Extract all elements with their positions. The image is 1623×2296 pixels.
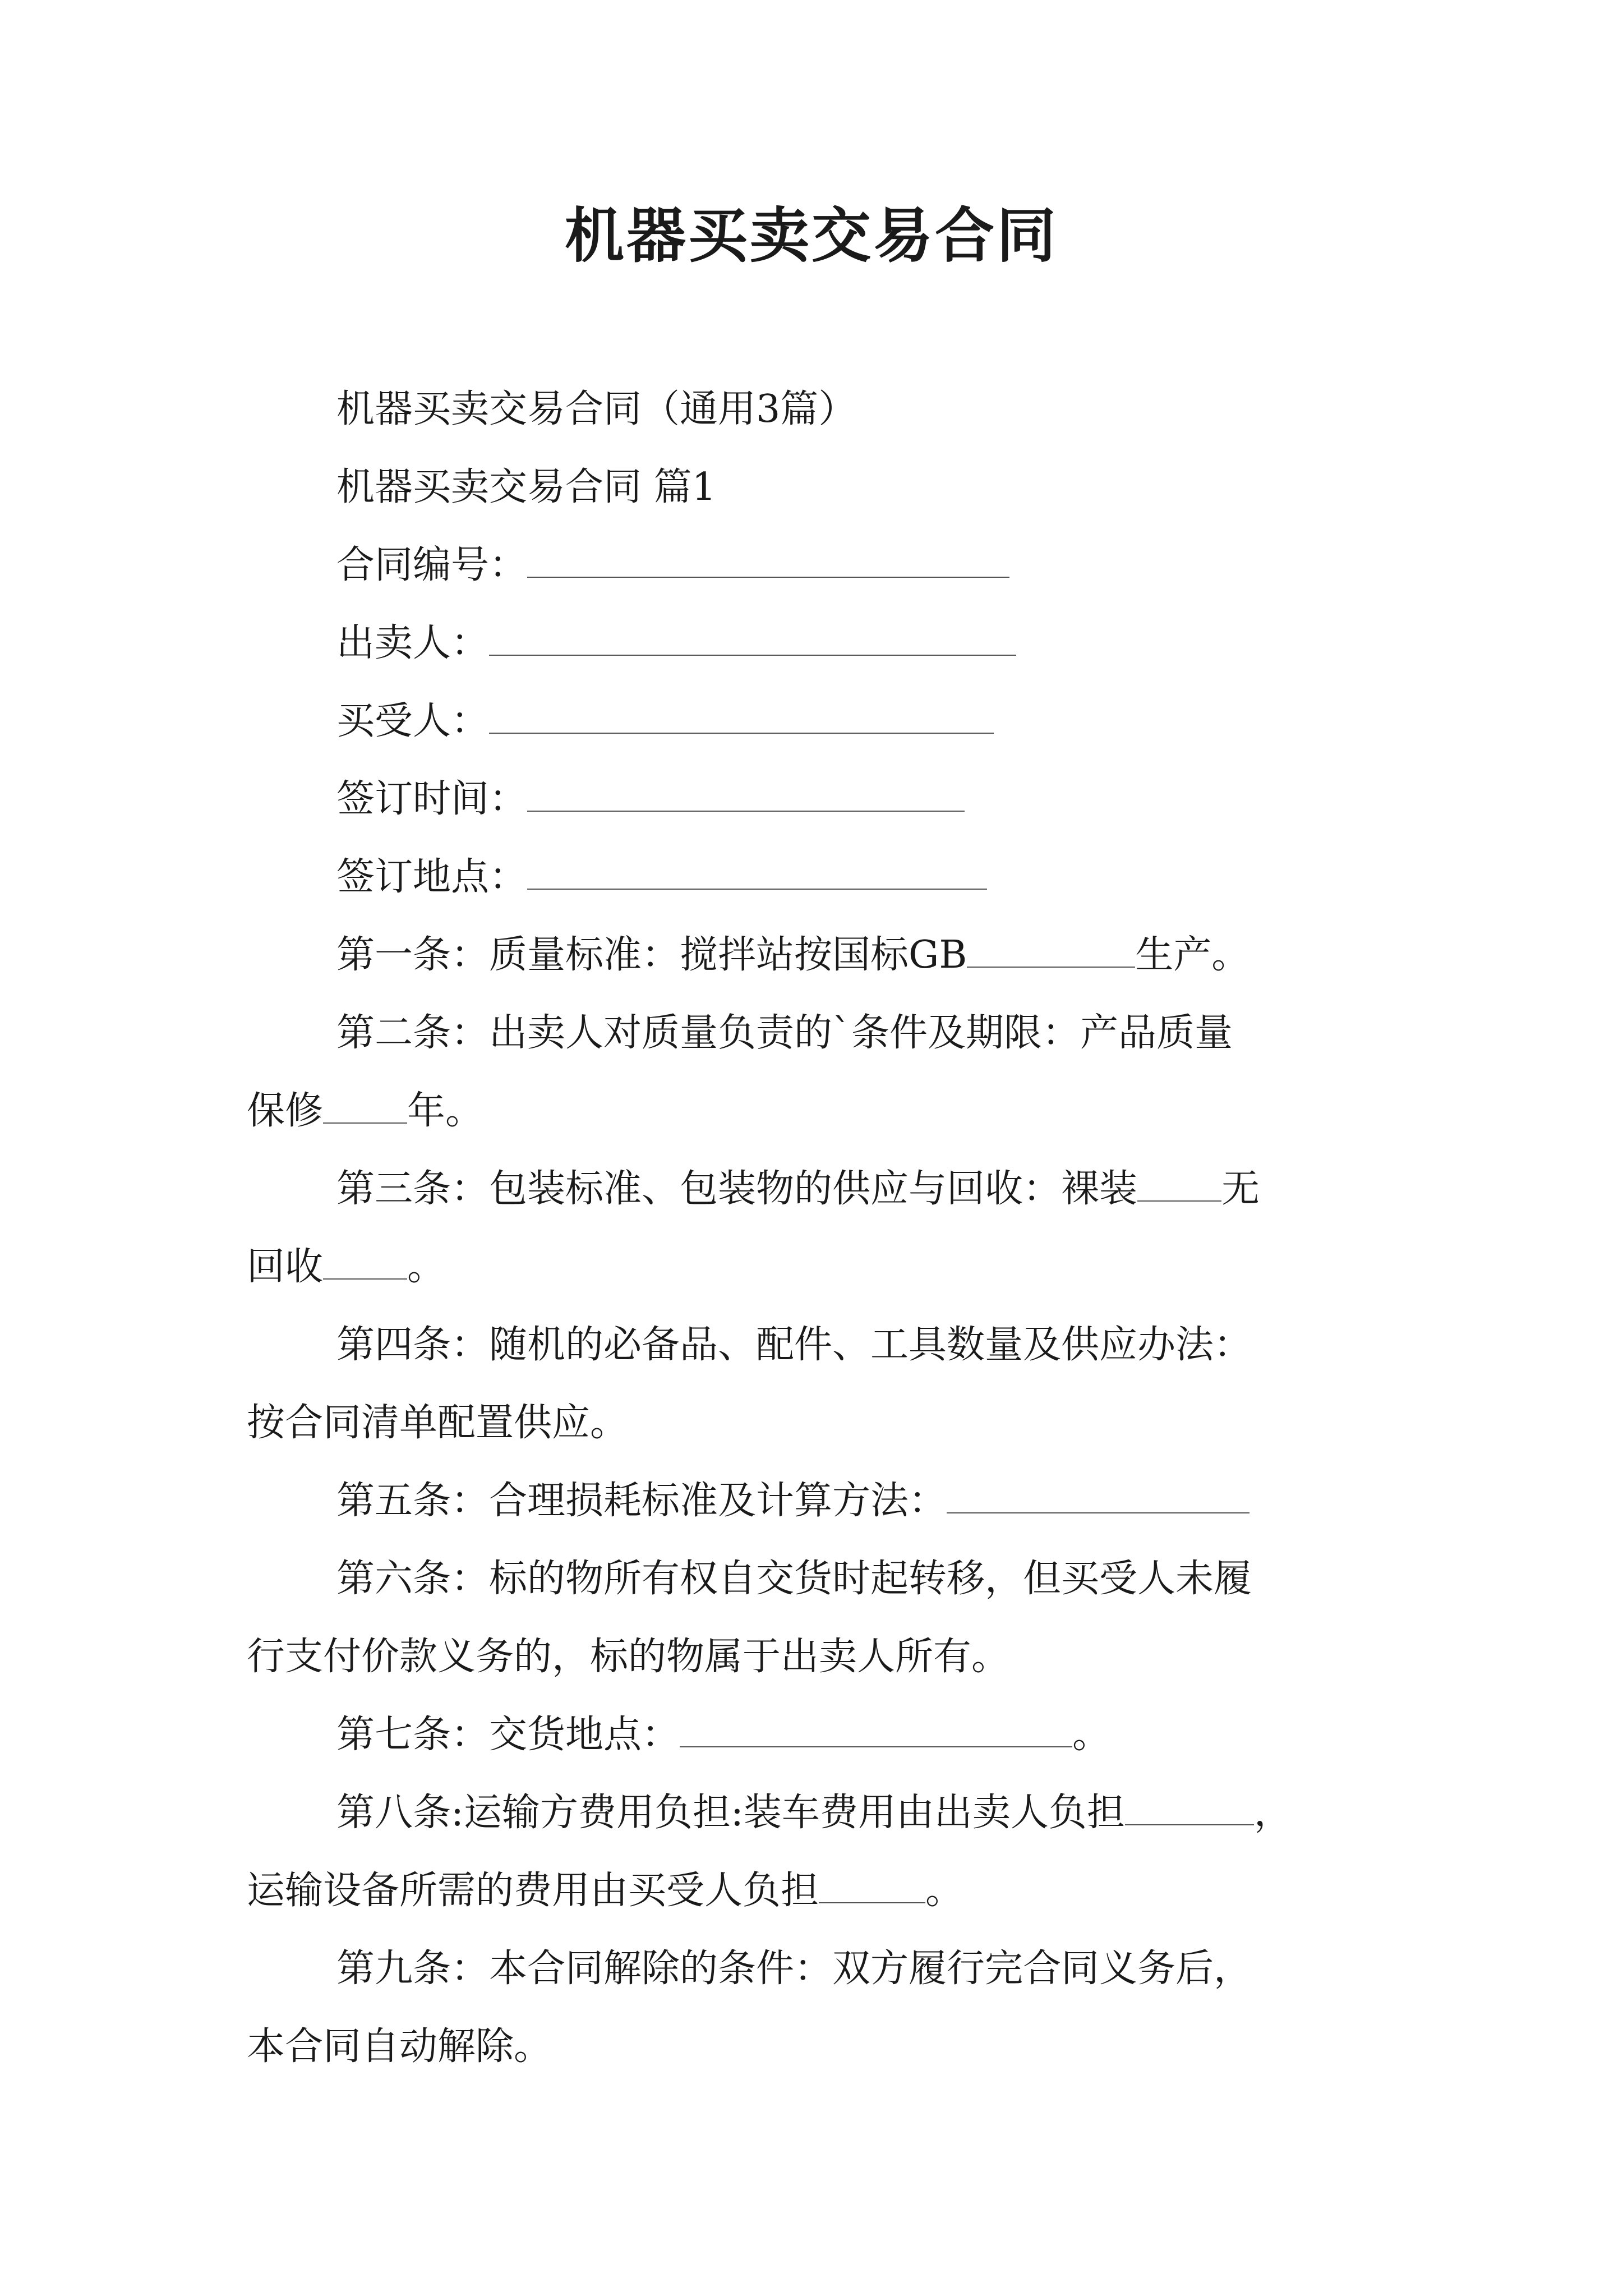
contract-number-label: 合同编号： bbox=[336, 543, 528, 587]
article-3-blank-1 bbox=[1137, 1167, 1221, 1202]
article-6-line-1: 第六条：标的物所有权自交货时起转移，但买受人未履 bbox=[336, 1557, 1252, 1601]
article-7: 第七条：交货地点： 。 bbox=[336, 1713, 1111, 1757]
article-9-line-2: 本合同自动解除。 bbox=[247, 2024, 552, 2069]
sign-place-field bbox=[247, 838, 1402, 916]
article-5: 第五条：合理损耗标准及计算方法： bbox=[247, 1462, 1402, 1540]
article-4-line-1: 第四条：随机的必备品、配件、工具数量及供应办法： bbox=[336, 1323, 1252, 1367]
article-2-line-1: 第二条：出卖人对质量负责的`条件及期限：产品质量 bbox=[336, 1011, 1233, 1055]
document-heading: 机器买卖交易合同（通用3篇） bbox=[336, 387, 857, 431]
article-4-line-2: 按合同清单配置供应。 bbox=[247, 1401, 629, 1445]
article-6-line-2: 行支付价款义务的，标的物属于出卖人所有。 bbox=[247, 1635, 1010, 1679]
document-title: 机器买卖交易合同 bbox=[565, 200, 1058, 270]
buyer-label: 买受人： bbox=[336, 699, 490, 743]
seller-field bbox=[247, 604, 1402, 682]
seller-label: 出卖人： bbox=[336, 621, 490, 665]
article-3-line-2: 回收 。 bbox=[247, 1245, 446, 1289]
contract-number-blank bbox=[527, 543, 1009, 578]
article-2-line-2: 保修 年。 bbox=[247, 1089, 484, 1133]
buyer-blank bbox=[489, 699, 994, 734]
article-5-blank bbox=[947, 1479, 1249, 1513]
article-2-blank bbox=[323, 1089, 407, 1124]
document-body bbox=[247, 370, 1402, 2086]
article-8-line-2: 运输设备所需的费用由买受人负担 。 bbox=[247, 1869, 964, 1913]
seller-blank bbox=[489, 621, 1016, 656]
section-heading: 机器买卖交易合同 篇1 bbox=[336, 465, 716, 509]
article-8-blank-2 bbox=[819, 1869, 925, 1903]
article-7-blank bbox=[680, 1713, 1072, 1747]
sign-time-label: 签订时间： bbox=[336, 777, 528, 821]
article-8-line-1: 第八条:运输方费用负担:装车费用由出卖人负担 ， bbox=[336, 1791, 1292, 1835]
buyer-field bbox=[247, 682, 1402, 760]
article-1: 第一条：质量标准：搅拌站按国标GB 生产。 bbox=[336, 933, 1250, 977]
article-3-line-1: 第三条：包装标准、包装物的供应与回收：裸装 无 bbox=[336, 1167, 1260, 1211]
sign-time-field bbox=[247, 760, 1402, 838]
article-1-blank bbox=[967, 933, 1135, 968]
sign-place-blank bbox=[527, 855, 987, 890]
sign-place-label: 签订地点： bbox=[336, 855, 528, 899]
contract-number-field bbox=[247, 526, 1402, 604]
article-9-line-1: 第九条：本合同解除的条件：双方履行完合同义务后， bbox=[336, 1947, 1252, 1991]
sign-time-blank bbox=[527, 777, 965, 812]
article-3-blank-2 bbox=[323, 1245, 407, 1280]
article-8-blank-1 bbox=[1125, 1791, 1254, 1825]
